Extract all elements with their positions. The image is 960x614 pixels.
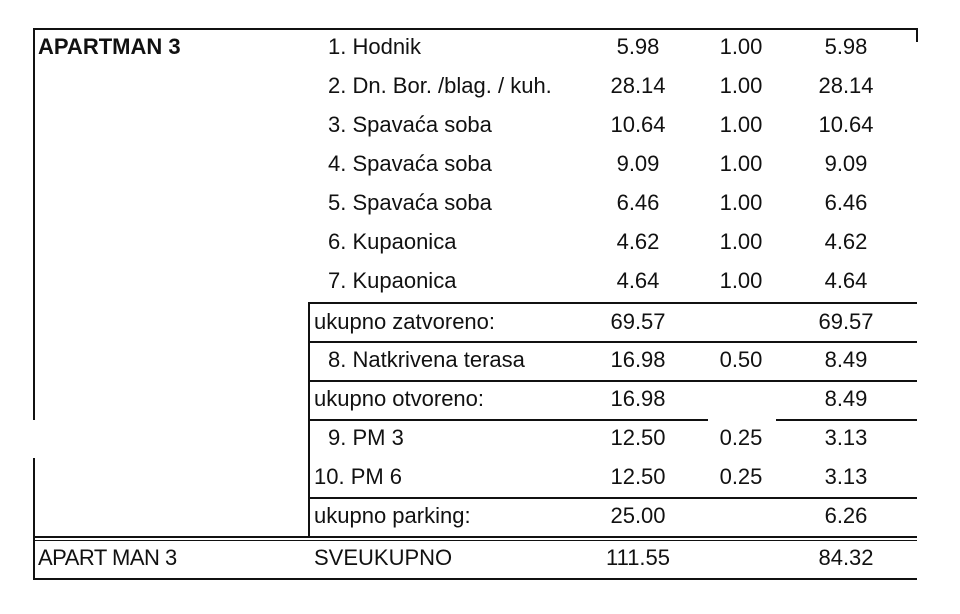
room-reduced: 9.09 [824,151,868,176]
terrace-label: 8. Natkrivena terasa [328,347,525,372]
parking-area: 12.50 [610,464,666,489]
subtotal-parking-reduced: 6.26 [824,503,868,528]
grand-total-name: APART MAN 3 [38,545,177,570]
subtotal-open-reduced: 8.49 [824,386,868,411]
terrace-coef: 0.50 [719,347,763,372]
parking-coef: 0.25 [719,464,763,489]
room-coef: 1.00 [719,229,763,254]
terrace-area: 16.98 [610,347,666,372]
room-label: 3. Spavaća soba [328,112,492,137]
room-coef: 1.00 [719,151,763,176]
parking-area: 12.50 [610,425,666,450]
room-reduced: 28.14 [818,73,874,98]
room-label: 7. Kupaonica [328,268,457,293]
divider-closed-bottom [308,341,917,343]
room-label: 6. Kupaonica [328,229,457,254]
parking-coef: 0.25 [719,425,763,450]
room-coef: 1.00 [719,34,763,59]
room-reduced: 10.64 [818,112,874,137]
room-coef: 1.00 [719,112,763,137]
divider-open-bottom-left [308,419,708,421]
parking-label: 9. PM 3 [328,425,404,450]
divider-parking [308,497,917,499]
divider-open [308,380,917,382]
room-area: 4.64 [616,268,660,293]
subtotal-open-area: 16.98 [610,386,666,411]
divider-open-bottom-right [776,419,917,421]
room-coef: 1.00 [719,190,763,215]
room-label: 1. Hodnik [328,34,421,59]
subtotal-open-label: ukupno otvoreno: [314,386,485,411]
room-label: 5. Spavaća soba [328,190,492,215]
room-reduced: 4.62 [824,229,868,254]
room-area: 6.46 [616,190,660,215]
room-area: 5.98 [616,34,660,59]
room-area: 9.09 [616,151,660,176]
right-border [916,28,918,42]
parking-reduced: 3.13 [824,425,868,450]
room-area: 10.64 [610,112,666,137]
room-coef: 1.00 [719,73,763,98]
grand-total-area: 111.55 [605,545,671,570]
section-title: APARTMAN 3 [38,34,181,59]
room-label: 2. Dn. Bor. /blag. / kuh. [328,73,552,98]
left-border-upper [33,28,35,420]
table-bottom-border [33,578,917,580]
left-border-lower [33,458,35,580]
room-label: 4. Spavaća soba [328,151,492,176]
terrace-reduced: 8.49 [824,347,868,372]
room-area: 4.62 [616,229,660,254]
parking-label: 10. PM 6 [314,464,403,489]
subtotal-closed-label: ukupno zatvoreno: [314,309,496,334]
divider-total-1 [33,536,917,538]
subtotal-closed-reduced: 69.57 [818,309,874,334]
grand-total-label: SVEUKUPNO [314,545,453,570]
room-coef: 1.00 [719,268,763,293]
divider-total-2 [33,540,917,541]
room-reduced: 4.64 [824,268,868,293]
room-reduced: 6.46 [824,190,868,215]
parking-reduced: 3.13 [824,464,868,489]
table-top-border [33,28,917,30]
room-reduced: 5.98 [824,34,868,59]
subtotal-parking-label: ukupno parking: [314,503,471,528]
subtotal-parking-area: 25.00 [610,503,666,528]
subtotal-closed-area: 69.57 [610,309,666,334]
divider-closed [308,302,917,304]
group-separator [308,302,310,538]
room-area: 28.14 [610,73,666,98]
grand-total-reduced: 84.32 [818,545,874,570]
